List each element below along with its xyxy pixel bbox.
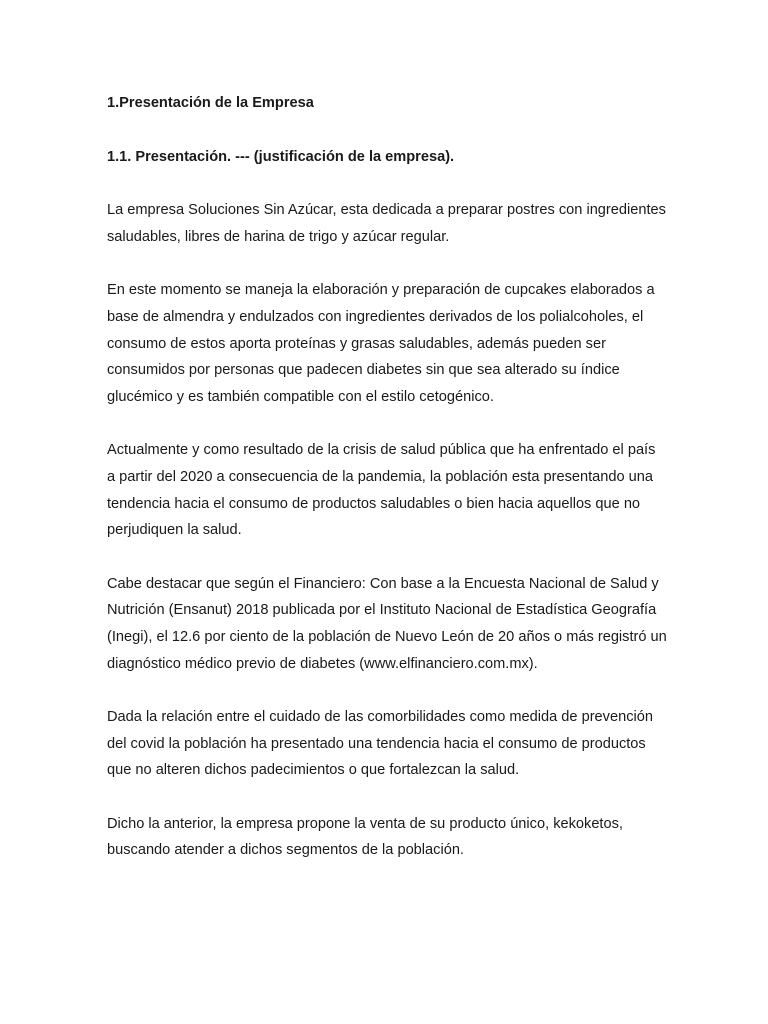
subsection-heading: 1.1. Presentación. --- (justificación de la empresa). [107,148,455,165]
paragraph-context: Actualmente y como resultado de la crisis de salud pública que ha enfrentado el país a partir del 2020 a consecuencia de la pandemia, la población esta presentando una tendencia hacia el consumo de productos saludables o bien hacia aquellos que no perjudiquen la salud. [107,442,656,539]
paragraph-intro: La empresa Soluciones Sin Azúcar, esta dedicada a preparar postres con ingredientes saludables, libres de harina de trigo y azúcar regular. [107,202,666,245]
document-body [107,90,667,864]
section-heading: 1.Presentación de la Empresa [107,95,314,111]
paragraph-proposal: Dicho la anterior, la empresa propone la venta de su producto único, kekoketos, buscando atender a dichos segmentos de la población. [107,815,623,859]
paragraph-products: En este momento se maneja la elaboración y preparación de cupcakes elaborados a base de almendra y endulzados con ingredientes derivados de los polialcoholes, el consumo de estos aporta proteínas y grasas saludables, además pueden ser consumidos por personas que padecen diabetes sin que sea alterado su índice glucémico y es también compatible con el estilo cetogénico. [107,282,655,405]
paragraph-statistics: Cabe destacar que según el Financiero: Con base a la Encuesta Nacional de Salud y Nutrición (Ensanut) 2018 publicada por el Instituto Nacional de Estadística Geografía (Inegi), el 12.6 por ciento de la población de Nuevo León de 20 años o más registró un diagnóstico médico previo de diabetes (www.elfinanciero.com.mx). [107,575,667,672]
paragraph-comorbidities: Dada la relación entre el cuidado de las comorbilidades como medida de prevención del covid la población ha presentado una tendencia hacia el consumo de productos que no alteren dichos padecimientos o que fortalezcan la salud. [107,709,653,779]
